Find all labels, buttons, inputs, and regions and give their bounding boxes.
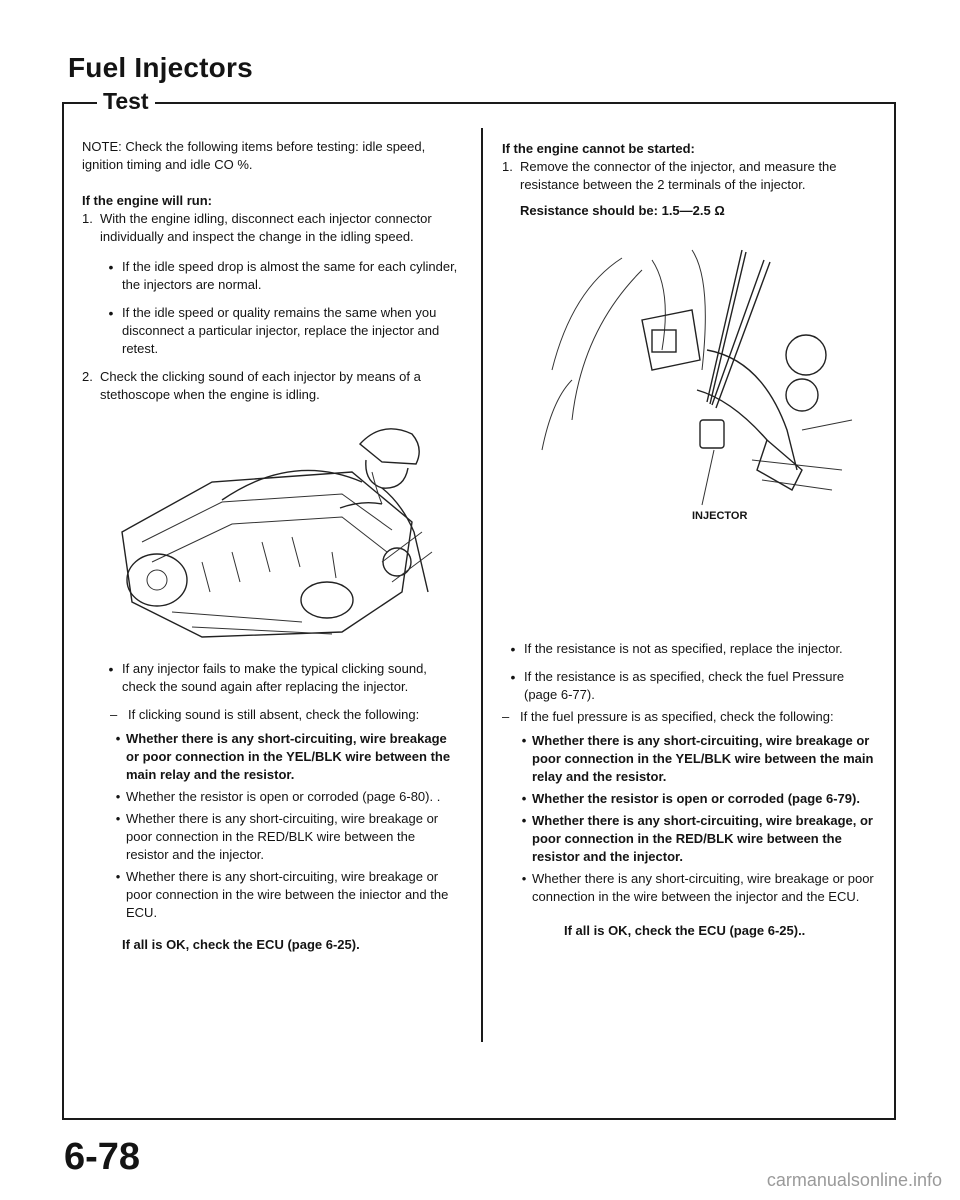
- check-red-blk: [82, 810, 458, 864]
- check-resistor: [82, 788, 458, 806]
- bullet-not-specified: [502, 640, 878, 658]
- sub-bullet: •: [115, 811, 121, 826]
- check-red-blk-text: Whether there is any short-circuiting, wire breakage or poor connection in the RED/BLK wire between the resistor and the injector.: [126, 811, 439, 862]
- dash-still-absent-text: If clicking sound is still absent, check the following:: [128, 707, 420, 722]
- bullet-dot: •: [108, 305, 114, 321]
- sub-bullet: •: [115, 731, 121, 746]
- injector-callout-label: INJECTOR: [692, 510, 748, 522]
- bullet-no-click-text: If any injector fails to make the typical clicking sound, check the sound again after replacing the injector.: [122, 661, 427, 694]
- bullet-not-specified-text: If the resistance is not as specified, replace the injector.: [524, 641, 843, 656]
- bullet-specified-text: If the resistance is as specified, check the fuel Pressure (page 6-77).: [524, 669, 845, 702]
- engine-drawing: [122, 472, 432, 637]
- section-title: Test: [97, 88, 155, 115]
- right-check-ecu-wire-text: Whether there is any short-circuiting, wire breakage or poor connection in the wire between the injector and the ECU.: [532, 871, 874, 904]
- bullet-dot: •: [108, 661, 114, 677]
- engine-cannot-start-heading: If the engine cannot be started:: [502, 141, 695, 156]
- step-1: [82, 210, 458, 246]
- dash-fuel-pressure-text: If the fuel pressure is as specified, check the following:: [520, 709, 834, 724]
- sub-bullet: •: [521, 813, 527, 828]
- right-step-1: [502, 158, 878, 194]
- dash-still-absent: [82, 706, 458, 724]
- right-step-1-text: Remove the connector of the injector, and measure the resistance between the 2 terminals of the injector.: [520, 159, 837, 192]
- sub-bullet: •: [521, 871, 527, 886]
- engine-will-run-heading: If the engine will run:: [82, 193, 212, 208]
- bullet-idle-drop-text: If the idle speed drop is almost the same for each cylinder, the injectors are normal.: [122, 259, 458, 292]
- bullet-idle-same-text: If the idle speed or quality remains the same when you disconnect a particular injector, replace the injector and retest.: [122, 305, 440, 356]
- bullet-dot: •: [510, 669, 516, 685]
- sub-bullet: •: [521, 791, 527, 806]
- right-final-check-ecu: If all is OK, check the ECU (page 6-25)..: [564, 923, 806, 938]
- step-1-number: 1.: [82, 211, 93, 226]
- right-check-resistor: [502, 790, 878, 808]
- right-check-red-blk-text: Whether there is any short-circuiting, wire breakage, or poor connection in the RED/BLK wire between the resistor and the injector.: [532, 813, 873, 864]
- bullet-idle-drop: [82, 258, 458, 294]
- bullet-idle-same: [82, 304, 458, 358]
- step-2: [82, 368, 458, 404]
- watermark: carmanualsonline.info: [766, 1170, 942, 1190]
- resistance-spec: Resistance should be: 1.5—2.5 Ω: [520, 203, 725, 218]
- injector-figure: [502, 230, 878, 530]
- sub-bullet: •: [115, 869, 121, 884]
- right-check-resistor-text: Whether the resistor is open or corroded (page 6-79).: [532, 791, 860, 806]
- injector-illustration: [502, 230, 878, 530]
- check-resistor-text: Whether the resistor is open or corroded (page 6-80). .: [126, 789, 441, 804]
- bullet-dot: •: [108, 259, 114, 275]
- right-step-1-number: 1.: [502, 159, 513, 174]
- step-2-number: 2.: [82, 369, 93, 384]
- bullet-no-click: [82, 660, 458, 696]
- sub-bullet: •: [115, 789, 121, 804]
- column-divider: [481, 128, 483, 1042]
- stethoscope-engine-illustration: [82, 412, 458, 654]
- right-column: [502, 140, 878, 950]
- check-yel-blk-text: Whether there is any short-circuiting, wire breakage or poor connection in the YEL/BLK wire between the main relay and the resistor.: [126, 731, 451, 782]
- bullet-specified: [502, 668, 878, 704]
- dash-mark: –: [110, 707, 118, 722]
- bullet-dot: •: [510, 641, 516, 657]
- dash-mark: –: [502, 709, 510, 724]
- right-check-red-blk: [502, 812, 878, 866]
- final-check-ecu: If all is OK, check the ECU (page 6-25).: [122, 937, 360, 952]
- page-title: Fuel Injectors: [68, 52, 253, 83]
- right-check-yel-blk-text: Whether there is any short-circuiting, wire breakage or poor connection in the YEL/BLK wire between the main relay and the resistor.: [532, 733, 874, 784]
- sub-bullet: •: [521, 733, 527, 748]
- check-yel-blk: [82, 730, 458, 784]
- check-ecu-wire-text: Whether there is any short-circuiting, wire breakage or poor connection in the wire between the iniector and the ECU.: [126, 869, 449, 920]
- left-column: [82, 138, 458, 964]
- dash-fuel-pressure: [502, 708, 878, 726]
- note-text: NOTE: Check the following items before testing: idle speed, ignition timing and idle CO %.: [82, 139, 426, 172]
- right-check-ecu-wire: [502, 870, 878, 906]
- check-ecu-wire: [82, 868, 458, 922]
- page-number: 6-78: [64, 1136, 141, 1178]
- step-2-text: Check the clicking sound of each injector by means of a stethoscope when the engine is idling.: [100, 369, 421, 402]
- right-check-yel-blk: [502, 732, 878, 786]
- step-1-text: With the engine idling, disconnect each injector connector individually and inspect the change in the idling speed.: [100, 211, 432, 244]
